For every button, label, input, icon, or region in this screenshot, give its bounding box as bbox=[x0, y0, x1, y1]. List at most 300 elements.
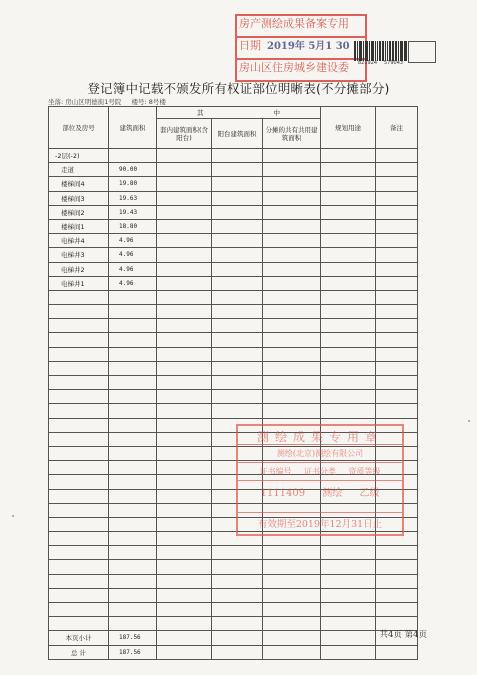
barcode-bar bbox=[371, 41, 372, 61]
cell-position bbox=[49, 376, 109, 390]
survey-stamp-cert-no: 1111409 bbox=[260, 488, 306, 499]
cell-empty bbox=[376, 588, 418, 602]
table-row bbox=[49, 560, 418, 574]
barcode-bar bbox=[354, 41, 356, 61]
survey-stamp-grade-label: 资质等级 bbox=[348, 467, 381, 476]
header-remark: 备注 bbox=[376, 107, 418, 149]
survey-stamp-values bbox=[238, 484, 402, 499]
cell-empty bbox=[321, 219, 376, 233]
cell-empty bbox=[157, 418, 212, 432]
cell-empty bbox=[376, 560, 418, 574]
cell-empty bbox=[263, 574, 321, 588]
cell-empty bbox=[263, 376, 321, 390]
cell-empty bbox=[321, 347, 376, 361]
cell-position bbox=[49, 560, 109, 574]
cell-empty bbox=[157, 234, 212, 248]
cell-empty bbox=[321, 248, 376, 262]
cell-area bbox=[109, 333, 157, 347]
cell-empty bbox=[263, 290, 321, 304]
cell-position: 楼梯间4 bbox=[49, 177, 109, 191]
filing-stamp bbox=[235, 14, 367, 76]
cell-empty bbox=[212, 376, 263, 390]
cell-area bbox=[109, 574, 157, 588]
cell-empty bbox=[157, 290, 212, 304]
table-row bbox=[49, 361, 418, 375]
cell-empty bbox=[212, 631, 263, 645]
subtotal-row-label: 本页小计 bbox=[49, 631, 109, 645]
cell-empty bbox=[376, 205, 418, 219]
cell-empty bbox=[212, 319, 263, 333]
survey-stamp-cert-class-label: 证书分类 bbox=[304, 467, 336, 476]
cell-empty bbox=[157, 376, 212, 390]
cell-position bbox=[49, 532, 109, 546]
table-row bbox=[49, 276, 418, 290]
cell-area: 18.80 bbox=[109, 219, 157, 233]
cell-empty bbox=[212, 603, 263, 617]
table-row bbox=[49, 163, 418, 177]
table-row bbox=[49, 390, 418, 404]
header-shared-area: 分摊的共有共用建筑面积 bbox=[263, 119, 321, 149]
table-body bbox=[49, 149, 418, 660]
cell-position bbox=[49, 319, 109, 333]
cell-empty bbox=[157, 546, 212, 560]
cell-empty bbox=[157, 163, 212, 177]
table-row bbox=[49, 205, 418, 219]
header-inner-area: 套内建筑面积(含阳台) bbox=[157, 119, 212, 149]
cell-empty bbox=[321, 319, 376, 333]
cell-area bbox=[109, 432, 157, 446]
cell-empty bbox=[263, 276, 321, 290]
cell-position bbox=[49, 290, 109, 304]
cell-empty bbox=[157, 404, 212, 418]
cell-area bbox=[109, 461, 157, 475]
cell-empty bbox=[212, 191, 263, 205]
barcode-bar bbox=[363, 41, 364, 61]
cell-empty bbox=[321, 177, 376, 191]
barcode-bar bbox=[359, 41, 360, 61]
cell-empty bbox=[321, 645, 376, 659]
cell-empty bbox=[376, 390, 418, 404]
cell-empty bbox=[321, 546, 376, 560]
cell-position bbox=[49, 446, 109, 460]
cell-empty bbox=[212, 390, 263, 404]
table-row bbox=[49, 219, 418, 233]
cell-empty bbox=[263, 333, 321, 347]
cell-empty bbox=[376, 262, 418, 276]
page-number: 共4页 第4页 bbox=[379, 630, 427, 640]
cell-area bbox=[109, 361, 157, 375]
cell-area bbox=[109, 588, 157, 602]
cell-empty bbox=[376, 546, 418, 560]
filing-stamp-line2 bbox=[235, 36, 367, 58]
cell-area bbox=[109, 390, 157, 404]
cell-position bbox=[49, 489, 109, 503]
cell-area bbox=[109, 560, 157, 574]
cell-empty bbox=[321, 361, 376, 375]
cell-empty bbox=[212, 305, 263, 319]
table-row bbox=[49, 248, 418, 262]
table-row bbox=[49, 234, 418, 248]
barcode-number-2: 579043 bbox=[384, 60, 404, 66]
cell-empty bbox=[212, 560, 263, 574]
cell-position bbox=[49, 546, 109, 560]
cell-area: 19.43 bbox=[109, 205, 157, 219]
cell-empty bbox=[263, 205, 321, 219]
cell-area bbox=[109, 319, 157, 333]
cell-empty bbox=[157, 560, 212, 574]
header-area: 建筑面积 bbox=[109, 107, 157, 149]
cell-empty bbox=[263, 560, 321, 574]
survey-stamp-cert-no-label: 证书编号 bbox=[259, 467, 292, 476]
barcode-bar bbox=[385, 41, 386, 61]
barcode-box bbox=[408, 41, 436, 63]
cell-empty bbox=[263, 347, 321, 361]
cell-empty bbox=[263, 319, 321, 333]
cell-position: 楼梯间3 bbox=[49, 191, 109, 205]
cell-empty bbox=[157, 149, 212, 163]
barcode-bar bbox=[369, 41, 370, 61]
cell-empty bbox=[157, 191, 212, 205]
cell-empty bbox=[263, 603, 321, 617]
cell-empty bbox=[376, 248, 418, 262]
cell-empty bbox=[376, 149, 418, 163]
cell-empty bbox=[157, 588, 212, 602]
cell-empty bbox=[321, 376, 376, 390]
cell-empty bbox=[321, 617, 376, 631]
cell-area bbox=[109, 517, 157, 531]
barcode-bar bbox=[377, 41, 378, 61]
barcode-bar bbox=[375, 41, 376, 61]
cell-area: 4.96 bbox=[109, 276, 157, 290]
cell-empty bbox=[376, 219, 418, 233]
cell-empty bbox=[376, 290, 418, 304]
cell-position: 电梯井2 bbox=[49, 262, 109, 276]
survey-stamp-validity: 有效期至2019年12月31日止 bbox=[257, 519, 383, 530]
table-row bbox=[49, 191, 418, 205]
cell-empty bbox=[157, 177, 212, 191]
cell-position bbox=[49, 305, 109, 319]
cell-empty bbox=[263, 390, 321, 404]
cell-empty bbox=[376, 333, 418, 347]
cell-area: 4.96 bbox=[109, 248, 157, 262]
cell-empty bbox=[263, 219, 321, 233]
table-row bbox=[49, 333, 418, 347]
cell-position bbox=[49, 333, 109, 347]
cell-empty bbox=[157, 617, 212, 631]
cell-empty bbox=[157, 248, 212, 262]
cell-area bbox=[109, 347, 157, 361]
barcode-bar bbox=[405, 41, 407, 61]
cell-position bbox=[49, 418, 109, 432]
cell-empty bbox=[157, 446, 212, 460]
cell-empty bbox=[157, 276, 212, 290]
barcode-bar bbox=[400, 41, 403, 61]
cell-empty bbox=[263, 588, 321, 602]
barcode bbox=[354, 41, 410, 61]
cell-empty bbox=[157, 347, 212, 361]
table-row bbox=[49, 603, 418, 617]
table-row bbox=[49, 177, 418, 191]
cell-empty bbox=[376, 177, 418, 191]
cell-area bbox=[109, 532, 157, 546]
barcode-bar bbox=[360, 41, 362, 61]
table-row bbox=[49, 574, 418, 588]
cell-area: 90.00 bbox=[109, 163, 157, 177]
cell-empty bbox=[212, 290, 263, 304]
cell-empty bbox=[157, 631, 212, 645]
cell-empty bbox=[212, 219, 263, 233]
cell-empty bbox=[321, 333, 376, 347]
barcode-bar bbox=[404, 41, 405, 61]
cell-empty bbox=[376, 645, 418, 659]
filing-stamp-date-label: 日期 bbox=[239, 39, 261, 52]
cell-empty bbox=[157, 532, 212, 546]
cell-empty bbox=[321, 276, 376, 290]
table-row bbox=[49, 347, 418, 361]
cell-empty bbox=[321, 262, 376, 276]
cell-empty bbox=[321, 290, 376, 304]
table-row bbox=[49, 546, 418, 560]
area-table bbox=[48, 106, 418, 660]
total-row-label: 总 计 bbox=[49, 645, 109, 659]
cell-empty bbox=[212, 248, 263, 262]
cell-position bbox=[49, 503, 109, 517]
cell-empty bbox=[157, 475, 212, 489]
cell-area bbox=[109, 446, 157, 460]
cell-empty bbox=[263, 163, 321, 177]
cell-empty bbox=[376, 347, 418, 361]
cell-position: 电梯井4 bbox=[49, 234, 109, 248]
building-value: 8号楼 bbox=[148, 98, 166, 106]
cell-empty bbox=[212, 617, 263, 631]
cell-empty bbox=[376, 305, 418, 319]
header-among bbox=[157, 107, 321, 119]
table-row bbox=[49, 617, 418, 631]
cell-position: -2层(-2) bbox=[49, 149, 109, 163]
cell-empty bbox=[321, 191, 376, 205]
cell-empty bbox=[263, 305, 321, 319]
cell-empty bbox=[263, 149, 321, 163]
cell-position bbox=[49, 461, 109, 475]
barcode-bar bbox=[398, 41, 399, 61]
cell-empty bbox=[212, 588, 263, 602]
cell-empty bbox=[157, 262, 212, 276]
cell-empty bbox=[212, 163, 263, 177]
filing-stamp-line1: 房产测绘成果备案专用 bbox=[235, 14, 367, 36]
total-row bbox=[49, 645, 418, 659]
filing-stamp-line3: 房山区住房城乡建设委 bbox=[235, 58, 367, 82]
cell-area bbox=[109, 404, 157, 418]
cell-empty bbox=[376, 163, 418, 177]
cell-area bbox=[109, 603, 157, 617]
cell-area bbox=[109, 149, 157, 163]
barcode-bar bbox=[379, 41, 381, 61]
cell-area bbox=[109, 617, 157, 631]
cell-empty bbox=[212, 546, 263, 560]
header-among-right: 中 bbox=[273, 108, 280, 117]
barcode-bar bbox=[365, 41, 368, 61]
cell-empty bbox=[263, 645, 321, 659]
cell-area: 4.96 bbox=[109, 262, 157, 276]
cell-empty bbox=[376, 404, 418, 418]
cell-empty bbox=[157, 319, 212, 333]
barcode-bar bbox=[357, 41, 358, 61]
subtotal-row-value: 187.56 bbox=[109, 631, 157, 645]
cell-empty bbox=[376, 276, 418, 290]
survey-stamp-cert-class: 测绘 bbox=[322, 488, 343, 499]
edge-mark bbox=[12, 515, 14, 517]
cell-position bbox=[49, 475, 109, 489]
barcode-bar bbox=[392, 41, 393, 61]
cell-position bbox=[49, 432, 109, 446]
cell-empty bbox=[321, 390, 376, 404]
survey-stamp-grade: 乙级 bbox=[359, 488, 380, 499]
cell-position bbox=[49, 390, 109, 404]
cell-area bbox=[109, 305, 157, 319]
edge-mark bbox=[468, 420, 470, 422]
cell-empty bbox=[321, 404, 376, 418]
cell-empty bbox=[376, 376, 418, 390]
cell-empty bbox=[157, 333, 212, 347]
cell-area bbox=[109, 546, 157, 560]
cell-position bbox=[49, 404, 109, 418]
cell-empty bbox=[212, 404, 263, 418]
header-position: 部位及房号 bbox=[49, 107, 109, 149]
cell-empty bbox=[212, 361, 263, 375]
cell-empty bbox=[321, 560, 376, 574]
cell-empty bbox=[212, 347, 263, 361]
table-row bbox=[49, 262, 418, 276]
filing-stamp-date: 2019年 5月1 30 bbox=[267, 41, 350, 52]
cell-empty bbox=[157, 205, 212, 219]
barcode-bar bbox=[393, 41, 394, 61]
cell-position bbox=[49, 517, 109, 531]
location-value: 房山区明德街1号院 bbox=[65, 98, 122, 106]
cell-empty bbox=[212, 234, 263, 248]
table-row bbox=[49, 305, 418, 319]
cell-empty bbox=[321, 588, 376, 602]
cell-empty bbox=[263, 234, 321, 248]
cell-empty bbox=[157, 305, 212, 319]
header-among-left: 其 bbox=[197, 108, 204, 117]
cell-empty bbox=[376, 234, 418, 248]
cell-position bbox=[49, 347, 109, 361]
survey-stamp-company: 测绘(北京)测绘有限公司 bbox=[276, 449, 364, 458]
total-row-value: 187.56 bbox=[109, 645, 157, 659]
cell-area bbox=[109, 290, 157, 304]
cell-position bbox=[49, 361, 109, 375]
barcode-bar bbox=[382, 41, 385, 61]
location-label: 坐落: bbox=[48, 98, 64, 106]
cell-area: 19.63 bbox=[109, 191, 157, 205]
cell-empty bbox=[263, 262, 321, 276]
cell-empty bbox=[263, 361, 321, 375]
cell-empty bbox=[376, 603, 418, 617]
cell-position: 楼梯间2 bbox=[49, 205, 109, 219]
cell-empty bbox=[263, 191, 321, 205]
cell-empty bbox=[376, 191, 418, 205]
cell-empty bbox=[263, 546, 321, 560]
cell-area: 19.80 bbox=[109, 177, 157, 191]
barcode-bar bbox=[389, 41, 391, 61]
cell-position bbox=[49, 574, 109, 588]
location-meta bbox=[48, 97, 166, 106]
cell-position: 楼梯间1 bbox=[49, 219, 109, 233]
header-balcony-area: 阳台建筑面积 bbox=[212, 119, 263, 149]
cell-empty bbox=[212, 574, 263, 588]
cell-empty bbox=[212, 333, 263, 347]
cell-empty bbox=[321, 631, 376, 645]
cell-empty bbox=[157, 219, 212, 233]
cell-empty bbox=[212, 645, 263, 659]
table-row bbox=[49, 149, 418, 163]
page-title: 登记簿中记载不颁发所有权证部位明晰表(不分摊部分) bbox=[87, 81, 390, 96]
cell-area bbox=[109, 376, 157, 390]
cell-empty bbox=[157, 645, 212, 659]
cell-empty bbox=[376, 574, 418, 588]
table-row bbox=[49, 376, 418, 390]
cell-empty bbox=[157, 603, 212, 617]
cell-empty bbox=[321, 149, 376, 163]
cell-empty bbox=[321, 603, 376, 617]
table-row bbox=[49, 404, 418, 418]
cell-position: 电梯井3 bbox=[49, 248, 109, 262]
barcode-bar bbox=[372, 41, 374, 61]
cell-empty bbox=[212, 177, 263, 191]
survey-stamp-labels bbox=[238, 466, 402, 477]
table-row bbox=[49, 319, 418, 333]
cell-empty bbox=[321, 163, 376, 177]
cell-empty bbox=[321, 305, 376, 319]
cell-empty bbox=[157, 574, 212, 588]
barcode-bar bbox=[387, 41, 388, 61]
cell-empty bbox=[263, 404, 321, 418]
cell-position: 走道 bbox=[49, 163, 109, 177]
cell-area bbox=[109, 503, 157, 517]
table-row bbox=[49, 290, 418, 304]
subtotal-row bbox=[49, 631, 418, 645]
cell-empty bbox=[157, 361, 212, 375]
cell-position bbox=[49, 588, 109, 602]
cell-empty bbox=[263, 631, 321, 645]
cell-area: 4.96 bbox=[109, 234, 157, 248]
cell-empty bbox=[212, 276, 263, 290]
survey-stamp-title: 测绘成果专用章 bbox=[256, 430, 383, 444]
cell-position bbox=[49, 603, 109, 617]
cell-empty bbox=[157, 517, 212, 531]
building-label: 楼号: bbox=[131, 98, 147, 106]
cell-empty bbox=[157, 390, 212, 404]
cell-empty bbox=[157, 489, 212, 503]
cell-empty bbox=[157, 503, 212, 517]
cell-position bbox=[49, 617, 109, 631]
cell-position: 电梯井1 bbox=[49, 276, 109, 290]
header-use: 规划用途 bbox=[321, 107, 376, 149]
cell-empty bbox=[321, 205, 376, 219]
cell-empty bbox=[157, 461, 212, 475]
cell-empty bbox=[321, 574, 376, 588]
barcode-number-1: 821924 bbox=[358, 60, 378, 66]
cell-empty bbox=[157, 432, 212, 446]
survey-stamp bbox=[236, 424, 404, 536]
cell-empty bbox=[376, 361, 418, 375]
cell-area bbox=[109, 475, 157, 489]
cell-empty bbox=[212, 149, 263, 163]
cell-empty bbox=[321, 234, 376, 248]
cell-empty bbox=[263, 617, 321, 631]
cell-area bbox=[109, 489, 157, 503]
cell-empty bbox=[376, 319, 418, 333]
